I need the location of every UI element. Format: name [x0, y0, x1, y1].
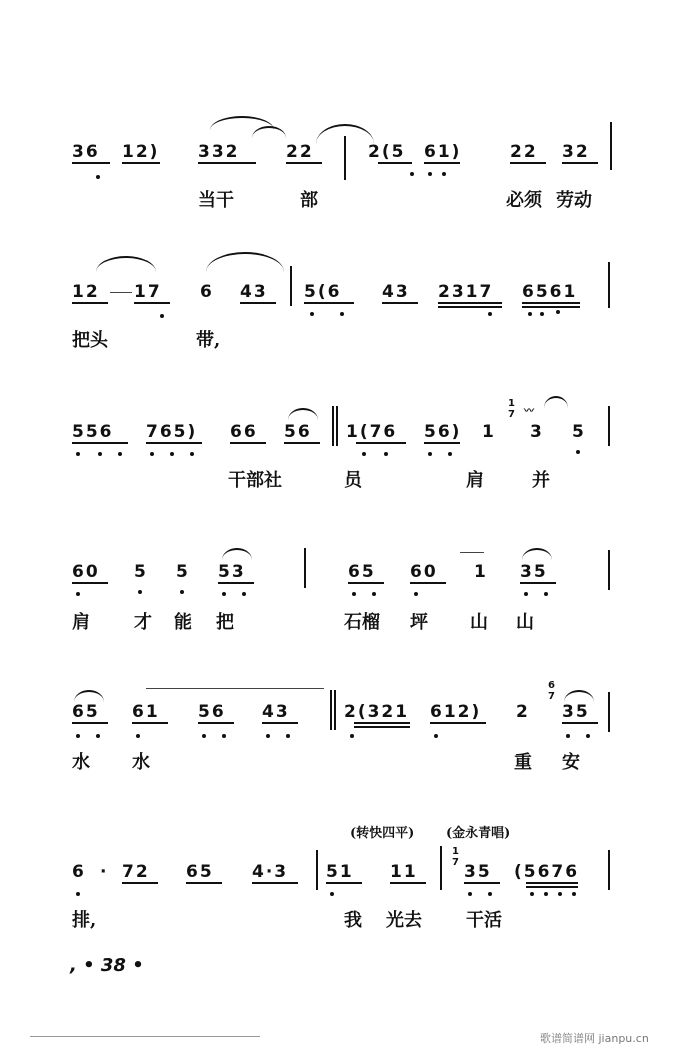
beam-line	[382, 302, 418, 304]
octave-dot	[96, 175, 100, 179]
note-group: 56	[284, 422, 312, 442]
octave-dot	[330, 892, 334, 896]
note-group: 22	[286, 142, 314, 162]
note-group: 56	[198, 702, 226, 722]
beam-line	[72, 302, 108, 304]
bar-line	[608, 550, 610, 590]
note-group: 6	[200, 282, 214, 302]
note-group: (5676	[514, 862, 580, 882]
beam-line	[464, 882, 500, 884]
beam-line	[390, 882, 426, 884]
note-group: 61	[132, 702, 160, 722]
beam-line	[522, 306, 580, 308]
octave-dot	[190, 452, 194, 456]
note-group: 1(76	[346, 422, 398, 442]
lyric: 能	[174, 612, 192, 633]
octave-dot	[488, 892, 492, 896]
lyric: 石榴	[344, 612, 380, 633]
note-group: 35	[464, 862, 492, 882]
note-group: 43	[262, 702, 290, 722]
beam-line	[284, 442, 320, 444]
octave-dot	[340, 312, 344, 316]
note-group: 2(5	[368, 142, 406, 162]
beam-line	[510, 162, 546, 164]
beam-line	[122, 882, 158, 884]
lyric: 肩	[72, 612, 90, 633]
octave-dot	[150, 452, 154, 456]
lyric: 劳动	[556, 190, 592, 211]
beam-line	[72, 442, 128, 444]
lyric: 排,	[72, 910, 97, 931]
lyric: 才	[134, 612, 152, 633]
note-group: 2	[516, 702, 530, 722]
lyric: 水	[132, 752, 150, 773]
beam-line	[304, 302, 354, 304]
note-group: 6	[72, 862, 86, 882]
beam-line	[72, 582, 108, 584]
slur	[222, 548, 252, 560]
bar-line	[610, 122, 612, 170]
octave-dot	[428, 452, 432, 456]
octave-dot	[586, 734, 590, 738]
note-group: 2317	[438, 282, 494, 302]
note-group: 35	[562, 702, 590, 722]
beam-line	[252, 882, 298, 884]
beam-line	[348, 582, 384, 584]
note-group: ·	[100, 862, 109, 882]
octave-dot	[428, 172, 432, 176]
beam-line	[522, 302, 580, 304]
octave-dot	[286, 734, 290, 738]
beam-line	[438, 302, 502, 304]
note-group: 5(6	[304, 282, 342, 302]
tie-dash	[110, 292, 132, 293]
octave-dot	[558, 892, 562, 896]
beam-line	[562, 722, 598, 724]
slur	[288, 408, 318, 420]
note-group: 6561	[522, 282, 578, 302]
singer-annotation: (金永青唱)	[446, 826, 511, 841]
beam-line	[262, 722, 298, 724]
lyric: 坪	[410, 612, 428, 633]
slur	[544, 396, 568, 408]
octave-dot	[566, 734, 570, 738]
bar-line	[608, 406, 610, 446]
octave-dot	[572, 892, 576, 896]
beam-line	[146, 442, 202, 444]
octave-dot	[76, 592, 80, 596]
octave-dot	[434, 734, 438, 738]
lyric: 带,	[196, 330, 221, 351]
lyric: 山	[516, 612, 534, 633]
note-group: 4·3	[252, 862, 289, 882]
note-group: 56)	[424, 422, 462, 442]
bar-line	[332, 406, 334, 446]
beam-line	[186, 882, 222, 884]
lyric: 并	[532, 470, 550, 491]
slur	[522, 548, 552, 560]
lyric: 把头	[72, 330, 108, 351]
note-group: 3	[530, 422, 544, 442]
note-group: 65	[186, 862, 214, 882]
octave-dot	[442, 172, 446, 176]
octave-dot	[372, 592, 376, 596]
octave-dot	[76, 892, 80, 896]
beam-line	[286, 162, 322, 164]
note-group: 17	[134, 282, 162, 302]
bar-line	[290, 266, 292, 306]
note-group: 66	[230, 422, 258, 442]
note-group: 765)	[146, 422, 198, 442]
lyric: 山	[470, 612, 488, 633]
note-group: 612)	[430, 702, 482, 722]
note-group: 12	[72, 282, 100, 302]
beam-line	[562, 162, 598, 164]
beam-line	[378, 162, 412, 164]
octave-dot	[352, 592, 356, 596]
note-group: 1	[474, 562, 488, 582]
note-group: 5	[134, 562, 148, 582]
octave-dot	[180, 590, 184, 594]
lyric: 我	[344, 910, 362, 931]
slur	[96, 256, 156, 272]
glide-arrow	[460, 552, 484, 553]
beam-line	[230, 442, 266, 444]
scan-artifact-line	[30, 1036, 260, 1037]
slur	[564, 690, 594, 702]
note-group: 60	[72, 562, 100, 582]
octave-dot	[544, 592, 548, 596]
octave-dot	[138, 590, 142, 594]
octave-dot	[202, 734, 206, 738]
beam-line	[526, 886, 578, 888]
bar-line	[330, 690, 332, 730]
slur	[252, 126, 286, 138]
lyric: 重	[514, 752, 532, 773]
note-group: 36	[72, 142, 100, 162]
extension-line	[146, 688, 324, 689]
bar-line	[608, 262, 610, 308]
octave-dot	[524, 592, 528, 596]
tempo-annotation: (转快四平)	[350, 826, 415, 841]
note-group: 72	[122, 862, 150, 882]
beam-line	[122, 162, 160, 164]
octave-dot	[96, 734, 100, 738]
bar-line	[440, 846, 442, 890]
octave-dot	[414, 592, 418, 596]
beam-line	[424, 442, 460, 444]
lyric: 员	[344, 470, 362, 491]
note-group: 65	[72, 702, 100, 722]
note-group: 43	[240, 282, 268, 302]
octave-dot	[556, 310, 560, 314]
octave-dot	[222, 592, 226, 596]
bar-line	[304, 548, 306, 588]
octave-dot	[530, 892, 534, 896]
page-number: , • 38 •	[70, 955, 144, 976]
note-group: 556	[72, 422, 114, 442]
octave-dot	[448, 452, 452, 456]
octave-dot	[468, 892, 472, 896]
beam-line	[72, 162, 110, 164]
beam-line	[72, 722, 108, 724]
octave-dot	[544, 892, 548, 896]
beam-line	[240, 302, 276, 304]
beam-line	[438, 306, 502, 308]
lyric: 必须	[506, 190, 542, 211]
bar-line	[336, 406, 338, 446]
beam-line	[326, 882, 362, 884]
grace-note: 6 7	[548, 680, 555, 702]
lyric: 安	[562, 752, 580, 773]
octave-dot	[410, 172, 414, 176]
octave-dot	[528, 312, 532, 316]
beam-line	[424, 162, 460, 164]
note-group: 61)	[424, 142, 462, 162]
octave-dot	[384, 452, 388, 456]
note-group: 51	[326, 862, 354, 882]
lyric: 把	[216, 612, 234, 633]
lyric: 干部社	[228, 470, 282, 491]
octave-dot	[136, 734, 140, 738]
grace-note: 1 7	[508, 398, 515, 420]
note-group: 32	[562, 142, 590, 162]
note-group: 35	[520, 562, 548, 582]
note-group: 11	[390, 862, 418, 882]
note-group: 43	[382, 282, 410, 302]
lyric: 干活	[466, 910, 502, 931]
slur	[74, 690, 104, 702]
octave-dot	[222, 734, 226, 738]
octave-dot	[266, 734, 270, 738]
beam-line	[526, 882, 578, 884]
slur	[206, 252, 284, 272]
beam-line	[410, 582, 446, 584]
lyric: 光去	[386, 910, 422, 931]
beam-line	[198, 722, 234, 724]
octave-dot	[488, 312, 492, 316]
note-group: 12)	[122, 142, 160, 162]
octave-dot	[170, 452, 174, 456]
bar-line	[608, 692, 610, 732]
note-group: 22	[510, 142, 538, 162]
beam-line	[134, 302, 170, 304]
octave-dot	[98, 452, 102, 456]
lyric: 肩	[466, 470, 484, 491]
beam-line	[520, 582, 556, 584]
bar-line	[608, 850, 610, 890]
lyric: 水	[72, 752, 90, 773]
octave-dot	[540, 312, 544, 316]
octave-dot	[310, 312, 314, 316]
bar-line	[334, 690, 336, 730]
beam-line	[198, 162, 256, 164]
octave-dot	[350, 734, 354, 738]
octave-dot	[242, 592, 246, 596]
note-group: 65	[348, 562, 376, 582]
note-group: 53	[218, 562, 246, 582]
beam-line	[218, 582, 254, 584]
octave-dot	[160, 314, 164, 318]
lyric: 当干	[198, 190, 234, 211]
beam-line	[132, 722, 168, 724]
bar-line	[316, 850, 318, 890]
watermark: 歌谱简谱网 jianpu.cn	[540, 1032, 649, 1045]
beam-line	[356, 442, 406, 444]
note-group: 60	[410, 562, 438, 582]
octave-dot	[576, 450, 580, 454]
beam-line	[354, 722, 410, 724]
note-group: 5	[572, 422, 586, 442]
octave-dot	[76, 452, 80, 456]
octave-dot	[118, 452, 122, 456]
beam-line	[354, 726, 410, 728]
note-group: 5	[176, 562, 190, 582]
note-group: 2(321	[344, 702, 410, 722]
bar-line	[344, 136, 346, 180]
beam-line	[430, 722, 486, 724]
note-group: 332	[198, 142, 240, 162]
octave-dot	[362, 452, 366, 456]
lyric: 部	[300, 190, 318, 211]
trill-mark: 〰	[524, 406, 534, 417]
grace-note: 1 7	[452, 846, 459, 868]
octave-dot	[76, 734, 80, 738]
note-group: 1	[482, 422, 496, 442]
